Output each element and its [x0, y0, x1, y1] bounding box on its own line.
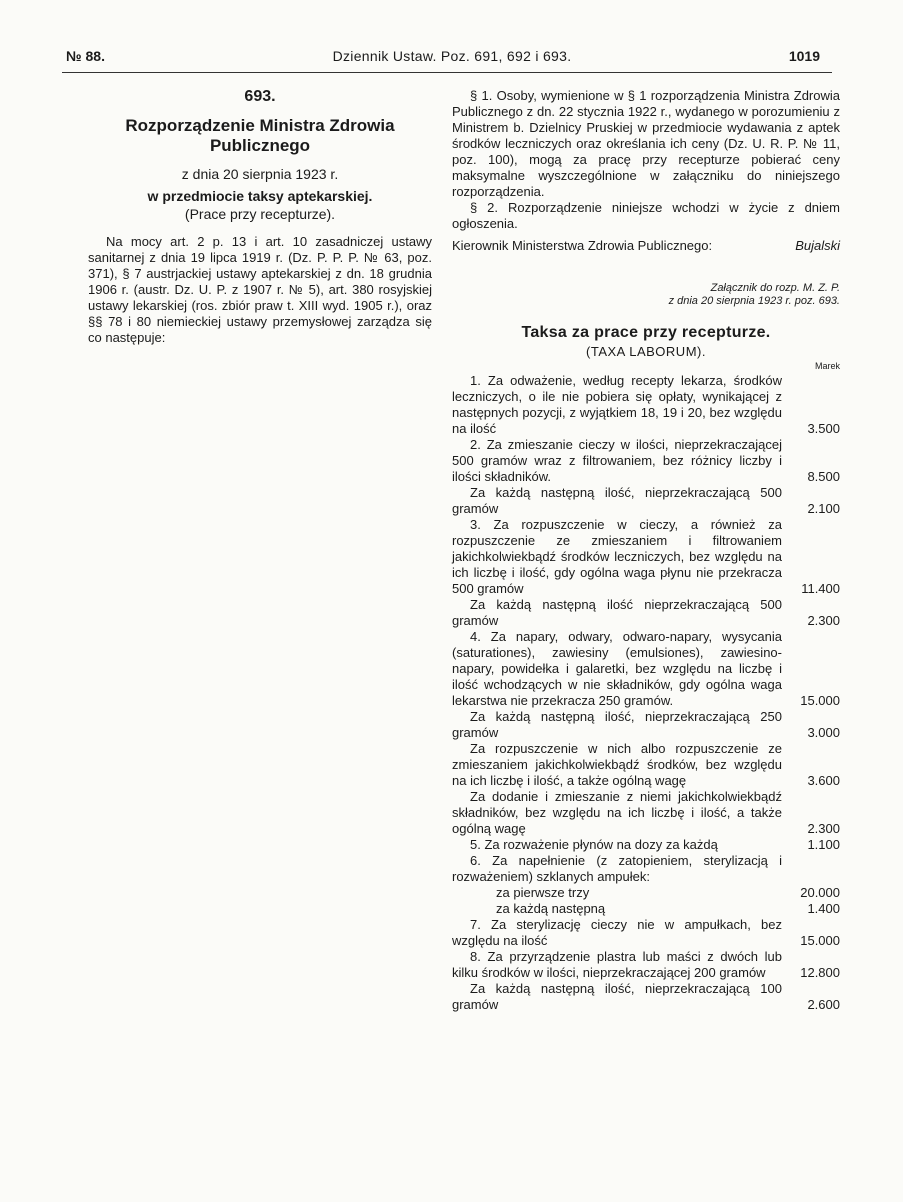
tariff-entry — [452, 901, 840, 917]
tariff-entry-text: 8. Za przyrządzenie plastra lub maści z dwóch lub kilku środków w ilości, nieprzekraczającej 200 gramów — [452, 949, 782, 980]
tariff-entry-text: Za każdą następną ilość, nieprzekraczającą 500 gramów — [452, 485, 782, 516]
tariff-entry-text: 2. Za zmieszanie cieczy w ilości, nieprzekraczającej 500 gramów wraz z filtrowaniem, bez różnicy liczby i ilości składników. — [452, 437, 782, 484]
currency-unit-label: Marek — [814, 361, 840, 371]
tariff-entry-price: 2.300 — [807, 821, 840, 836]
preamble-paragraph: Na mocy art. 2 p. 13 i art. 10 zasadniczej ustawy sanitarnej z dnia 19 lipca 1919 r. (Dz. P. P. P. № 63, poz. 371), § 7 austrjackiej ustawy aptekarskiej z dn. 18 grudnia 1906 r. (austr. Dz. U. P. z 1907 r. № 5), art. 380 rosyjskiej ustawy lekarskiej (ros. zbiór praw t. XIII wyd. 1905 r.), oraz §§ 78 i 80 niemieckiej ustawy przemysłowej zarządza się co następuje: — [88, 234, 432, 345]
document-date: z dnia 20 sierpnia 1923 r. — [181, 166, 339, 182]
tariff-entry-text: Za każdą następną ilość, nieprzekraczającą 100 gramów — [452, 981, 782, 1012]
tariff-entry — [452, 853, 840, 885]
tariff-entry-text: za pierwsze trzy — [496, 885, 590, 900]
tariff-entry — [452, 837, 840, 853]
tariff-entry-price: 15.000 — [800, 693, 840, 708]
section-2-paragraph: § 2. Rozporządzenie niniejsze wchodzi w życie z dniem ogłoszenia. — [452, 200, 840, 231]
tariff-entry-text: 5. Za rozważenie płynów na dozy za każdą — [470, 837, 718, 852]
tariff-entry-price: 20.000 — [800, 885, 840, 900]
tariff-entry — [452, 741, 840, 789]
tariff-subtitle: (TAXA LABORUM). — [586, 344, 706, 359]
document-subject: w przedmiocie taksy aptekarskiej. — [147, 188, 373, 204]
tariff-entry-text: Za rozpuszczenie w nich albo rozpuszczenie ze zmieszaniem jakichkolwiekbądź środków, bez względu na ich liczbę i ilość, a także ogólną wagę — [452, 741, 782, 788]
tariff-entry-price: 12.800 — [800, 965, 840, 980]
document-title: Rozporządzenie Ministra Zdrowia Publicznego — [125, 116, 395, 155]
tariff-entry — [452, 517, 840, 597]
tariff-entry-text: Za dodanie i zmieszanie z niemi jakichkolwiekbądź składników, bez względu na ich liczbę i ilość, a także ogólną wagę — [452, 789, 782, 836]
tariff-entry-text: Za każdą następną ilość, nieprzekraczającą 250 gramów — [452, 709, 782, 740]
signature-label: Kierownik Ministerstwa Zdrowia Publicznego: — [452, 238, 713, 253]
tariff-entry-price: 11.400 — [801, 581, 840, 596]
tariff-entry — [452, 485, 840, 517]
tariff-entry-price: 3.000 — [807, 725, 840, 740]
annex-line-2: z dnia 20 sierpnia 1923 r. poz. 693. — [668, 295, 840, 307]
header-rule — [62, 72, 832, 73]
tariff-entry-price: 2.600 — [807, 997, 840, 1012]
tariff-title: Taksa za prace przy recepturze. — [521, 324, 771, 341]
tariff-entry-text: 7. Za sterylizację cieczy nie w ampułkach, bez względu na ilość — [452, 917, 782, 948]
annex-reference — [452, 282, 840, 308]
tariff-entry-text: za każdą następną — [496, 901, 606, 916]
tariff-entry — [452, 597, 840, 629]
tariff-entry-text: 1. Za odważenie, według recepty lekarza, środków leczniczych, o ile nie pobiera się opłaty, wynikającej z następnych pozycji, z wyjątkiem 18, 19 i 20, bez względu na ilość — [452, 373, 782, 436]
tariff-entry — [452, 949, 840, 981]
tariff-entries — [452, 373, 840, 1013]
tariff-entry-text: 3. Za rozpuszczenie w cieczy, a również za rozpuszczenie ze zmieszaniem i filtrowaniem jakichkolwiekbądź środków leczniczych, bez względu na ich liczbę i ilość, gdy ogólna waga płynu nie przekracza 500 gramów — [452, 517, 782, 596]
tariff-entry-text: 6. Za napełnienie (z zatopieniem, sterylizacją i rozważeniem) szklanych ampułek: — [452, 853, 782, 884]
tariff-entry — [452, 981, 840, 1013]
annex-line-1: Załącznik do rozp. M. Z. P. — [710, 282, 840, 294]
left-column — [88, 88, 432, 346]
journal-title: Dziennik Ustaw. Poz. 691, 692 i 693. — [332, 48, 572, 64]
tariff-entry-price: 15.000 — [800, 933, 840, 948]
tariff-entry-price: 8.500 — [807, 469, 840, 484]
issue-number: № 88. — [66, 48, 105, 64]
tariff-entry-price: 2.100 — [807, 501, 840, 516]
signature-line — [452, 238, 840, 254]
document-subtitle: (Prace przy recepturze). — [184, 206, 336, 222]
tariff-entry — [452, 789, 840, 837]
tariff-entry — [452, 373, 840, 437]
tariff-entry-price: 1.100 — [807, 837, 840, 852]
tariff-entry — [452, 437, 840, 485]
section-1-paragraph: § 1. Osoby, wymienione w § 1 rozporządzenia Ministra Zdrowia Publicznego z dn. 22 stycznia 1922 r., wydanego w porozumieniu z Ministrem b. Dzielnicy Pruskiej w przedmiocie wydawania z aptek środków leczniczych oraz określania ich ceny (Dz. U. R. P. № 11, poz. 100), mogą za pracę przy recepturze pobierać ceny maksymalne wyszczególnione w załączniku do niniejszego rozporządzenia. — [452, 88, 840, 199]
page-header — [62, 48, 842, 70]
tariff-entry-text: 4. Za napary, odwary, odwaro-napary, wysycania (saturationes), zawiesiny (emulsiones), zawiesino-napary, powidełka i galaretki, bez względu na liczbę i ilość wchodzących w nie składników, gdy ogólna waga lekarstwa nie przekracza 250 gramów. — [452, 629, 782, 708]
page-number: 1019 — [788, 48, 820, 64]
tariff-entry-text: Za każdą następną ilość nieprzekraczającą 500 gramów — [452, 597, 782, 628]
tariff-entry-price: 2.300 — [807, 613, 840, 628]
tariff-entry — [452, 885, 840, 901]
tariff-entry-price: 3.600 — [807, 773, 840, 788]
tariff-entry-price: 1.400 — [807, 901, 840, 916]
tariff-entry-price: 3.500 — [807, 421, 840, 436]
tariff-entry — [452, 709, 840, 741]
right-column — [452, 88, 840, 1013]
document-number: 693. — [244, 88, 276, 105]
signature-name: Bujalski — [795, 238, 840, 253]
tariff-entry — [452, 917, 840, 949]
tariff-entry — [452, 629, 840, 709]
